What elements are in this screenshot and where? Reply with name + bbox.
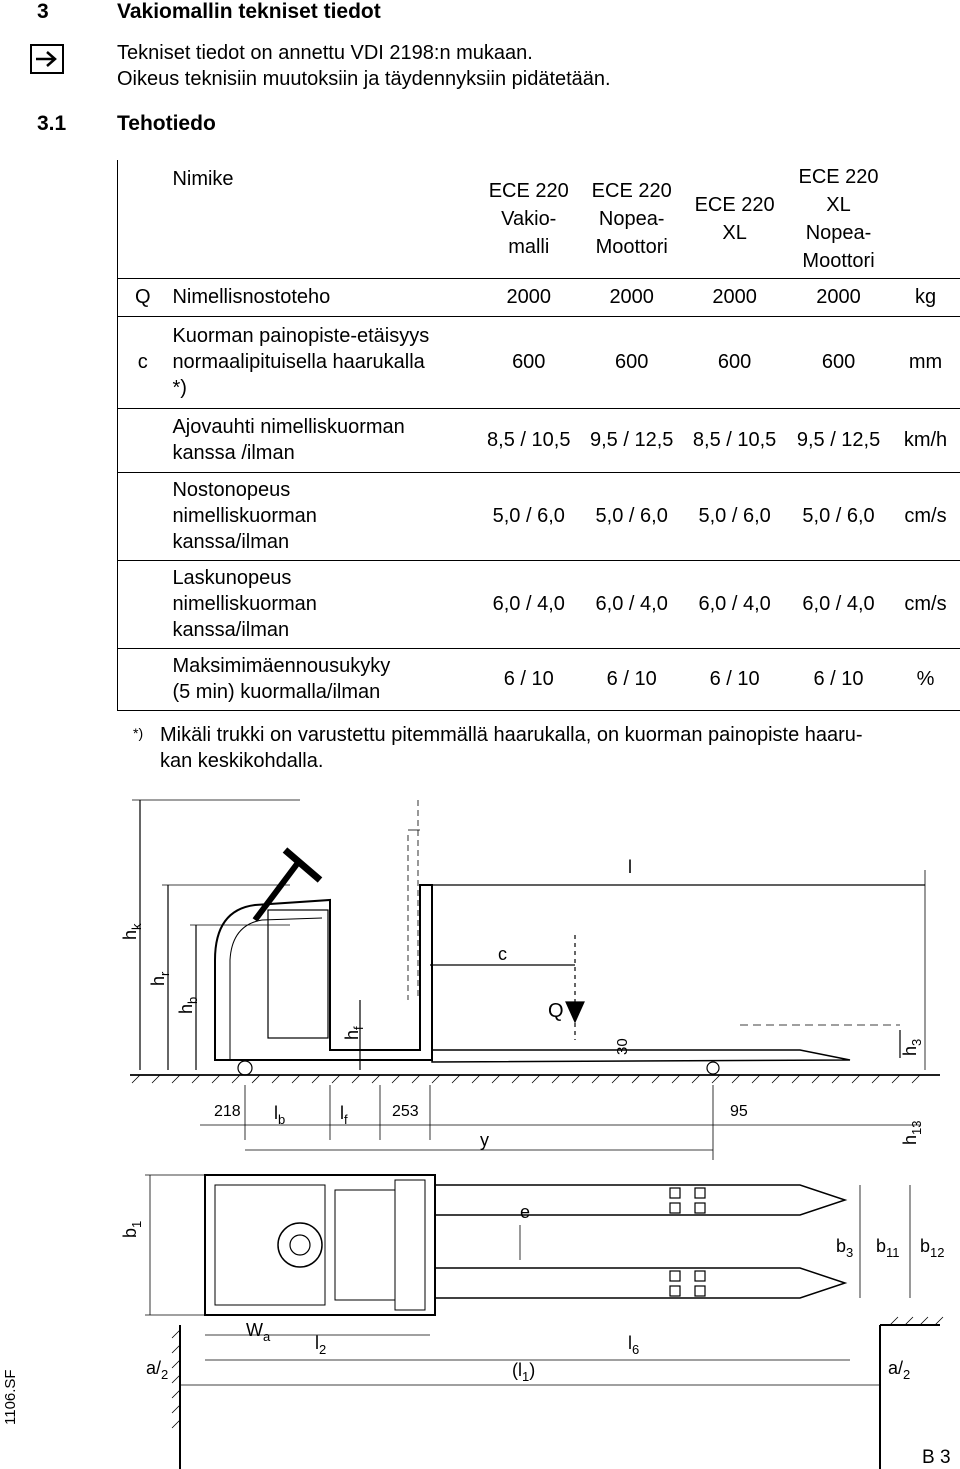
load-q-label: Q bbox=[548, 1000, 564, 1022]
note-line-2: Oikeus teknisiin muutoksiin ja täydennyksiin pidätetään. bbox=[117, 68, 611, 90]
table-header-row bbox=[118, 160, 960, 278]
footnote-line-2: kan keskikohdalla. bbox=[160, 750, 324, 772]
dim-l2: $l_2$ bbox=[315, 1333, 327, 1357]
dim-a2-right: $a/_2$ bbox=[888, 1358, 911, 1382]
dim-253: 253 bbox=[392, 1103, 419, 1120]
dim-y: y bbox=[480, 1130, 489, 1150]
dim-b1: $b_1$ bbox=[120, 1220, 144, 1238]
table-row: Maksimimäennousukyky (5 min) kuormalla/ilman 6 / 10 6 / 10 6 / 10 6 / 10 % bbox=[118, 648, 960, 710]
subsection-title: Tehotiedo bbox=[117, 112, 216, 135]
dim-h13: $h_{13}$ bbox=[900, 1120, 924, 1145]
spec-table bbox=[117, 160, 960, 711]
dim-30: 30 bbox=[614, 1038, 631, 1055]
col-header-2: ECE 220 Nopea- Moottori bbox=[591, 179, 672, 258]
section-number: 3 bbox=[37, 0, 49, 23]
dim-e: e bbox=[520, 1202, 531, 1222]
dim-hk: $h_k$ bbox=[120, 923, 144, 940]
subsection-number: 3.1 bbox=[37, 112, 67, 135]
section-title: Vakiomallin tekniset tiedot bbox=[117, 0, 381, 23]
dim-95: 95 bbox=[730, 1103, 748, 1120]
dim-l1: $(l_1)$ bbox=[512, 1360, 536, 1384]
dim-b3: $b_3$ bbox=[836, 1236, 854, 1260]
dim-b11: $b_{11}$ bbox=[876, 1236, 900, 1260]
dim-hb: $h_b$ bbox=[176, 996, 200, 1014]
dim-hf: $h_f$ bbox=[342, 1026, 366, 1040]
dim-a2-left: $a/_2$ bbox=[146, 1358, 169, 1382]
side-code: 1106.SF bbox=[2, 1369, 19, 1425]
arrow-box-icon bbox=[30, 44, 64, 74]
name-header: Nimike bbox=[172, 168, 234, 190]
note-line-1: Tekniset tiedot on annettu VDI 2198:n mukaan. bbox=[117, 42, 533, 64]
table-row: Nostonopeus nimelliskuorman kanssa/ilman 5,0 / 6,0 5,0 / 6,0 5,0 / 6,0 5,0 / 6,0 cm/s bbox=[118, 472, 960, 560]
table-row: Q Nimellisnostoteho 2000 2000 2000 2000 kg bbox=[118, 278, 960, 316]
footnote-marker: *) bbox=[133, 725, 144, 741]
dim-hr: $h_r$ bbox=[148, 971, 172, 986]
dim-wa: $W_a$ bbox=[246, 1320, 271, 1344]
dim-b12: $b_{12}$ bbox=[920, 1236, 945, 1260]
table-row: Ajovauhti nimelliskuorman kanssa /ilman 8,5 / 10,5 9,5 / 12,5 8,5 / 10,5 9,5 / 12,5 km/h bbox=[118, 408, 960, 472]
dim-h3: $h_3$ bbox=[900, 1038, 924, 1056]
dim-lb: $l_b$ bbox=[274, 1103, 286, 1127]
col-header-4: ECE 220 XL Nopea- Moottori bbox=[798, 165, 879, 272]
table-row: c Kuorman painopiste-etäisyys normaalipituisella haarukalla *) 600 600 600 600 mm bbox=[118, 316, 960, 408]
dim-lf: $l_f$ bbox=[340, 1103, 348, 1127]
page-label: B 3 bbox=[922, 1447, 951, 1468]
dim-l: l bbox=[628, 857, 632, 877]
table-row: Laskunopeus nimelliskuorman kanssa/ilman 6,0 / 4,0 6,0 / 4,0 6,0 / 4,0 6,0 / 4,0 cm/s bbox=[118, 560, 960, 648]
dim-l6: $l_6$ bbox=[628, 1333, 640, 1357]
col-header-1: ECE 220 Vakio- malli bbox=[488, 179, 569, 258]
dim-c: c bbox=[498, 944, 507, 964]
footnote-line-1: Mikäli trukki on varustettu pitemmällä haarukalla, on kuorman painopiste haaru- bbox=[160, 724, 863, 746]
dim-218: 218 bbox=[214, 1103, 241, 1120]
col-header-3: ECE 220 XL bbox=[694, 193, 775, 244]
